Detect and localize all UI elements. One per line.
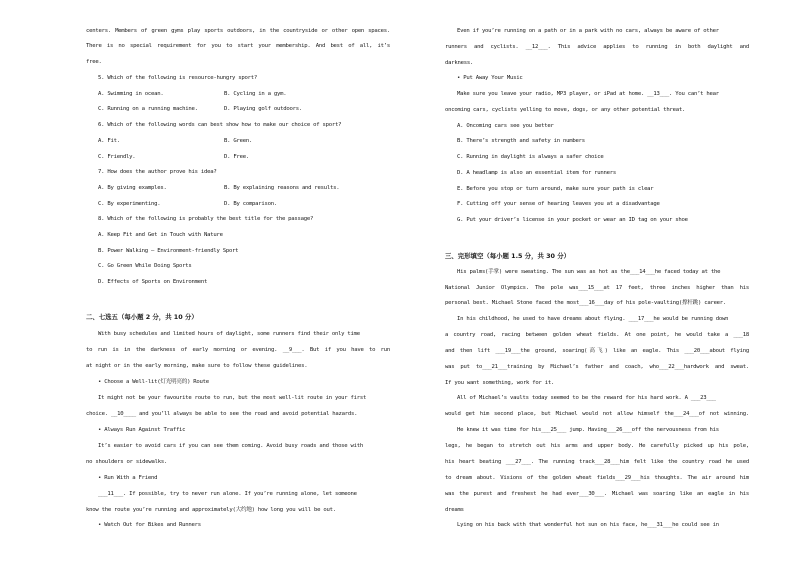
passage-line: There is no special requirement for you to start your membership. And best of all, it’s <box>86 43 390 49</box>
option-b: B. There’s strength and safety in numbers <box>457 138 585 144</box>
passage-line: With busy schedules and limited hours of daylight, some runners find their only time <box>98 331 360 337</box>
passage-line: to run is in the darkness of early morning or evening. __9___. But if you have to run <box>86 347 390 353</box>
passage-line: It might not be your favourite route to run, but the most well-lit route in your first <box>98 395 367 401</box>
cloze-line: His palms(手掌) were sweating. The sun was as hot as the___14___he faced today at the <box>457 269 721 275</box>
q7-option-a: A. By giving examples. <box>98 185 167 191</box>
cloze-line: and then lift ___19___the ground, soaring(高飞) like an eagle. This ___20___about flying <box>445 348 749 354</box>
q7-option-d: D. By comparison. <box>224 201 278 207</box>
option-g: G. Put your driver’s license in your pocket or wear an ID tag on your shoe <box>457 217 688 223</box>
cloze-line: a country road, racing between golden wheat fields. At one point, he would take a ___18 <box>445 332 749 338</box>
q8-option-d: D. Effects of Sports on Environment <box>98 279 208 285</box>
cloze-line: Lying on his back with that wonderful hot sun on his face, he___31___he could see in <box>457 522 719 528</box>
cloze-line: National Junior Olympics. The pole was___15___at 17 feet, three inches higher than his <box>445 285 749 291</box>
passage-line: ___11___. If possible, try to never run alone. If you’re running alone, let someone <box>98 491 357 497</box>
passage-line: Make sure you leave your radio, MP3 player, or iPad at home. __13___. You can’t hear <box>457 91 719 97</box>
cloze-line: personal best. Michael Stone faced the most___16___day of his pole-vaulting(撑杆跳) career. <box>445 300 727 306</box>
guideline-heading: • Always Run Against Traffic <box>98 427 186 433</box>
cloze-line: was put to___21___training by Michael’s father and coach, who___22___hardwork and sweat. <box>445 364 749 370</box>
cloze-line: dreams <box>445 507 464 513</box>
cloze-line: All of Michael’s vaults today seemed to be the reward for his hard work. A ___23___ <box>457 395 716 401</box>
passage-line: know the route you’re running and approximately(大约地) how long you will be out. <box>86 507 336 513</box>
guideline-heading: • Choose a Well-lit(灯光明亮的) Route <box>98 379 209 385</box>
guideline-heading: • Run With a Friend <box>98 475 158 481</box>
q7-option-c: C. By experimenting. <box>98 201 161 207</box>
q8-option-a: A. Keep Fit and Get in Touch with Nature <box>98 232 223 238</box>
option-c: C. Running in daylight is always a safer choice <box>457 154 604 160</box>
cloze-line: his heart beating ___27___. The running track___28___him felt like the country road he used <box>445 459 749 465</box>
q6-option-a: A. Fit. <box>98 138 120 144</box>
option-a: A. Oncoming cars see you better <box>457 123 554 129</box>
passage-line: darkness. <box>445 60 474 66</box>
question-8-stem: 8. Which of the following is probably the best title for the passage? <box>98 216 314 222</box>
cloze-line: If you want something, work for it. <box>445 380 555 386</box>
passage-line: runners and cyclists. __12___. This advice applies to running in both daylight and <box>445 44 749 50</box>
cloze-line: He knew it was time for his___25___ jump. Having___26___off the nervousness from his <box>457 427 719 433</box>
passage-line: oncoming cars, cyclists yelling to move, dogs, or any other potential threat. <box>445 107 686 113</box>
guideline-heading: • Watch Out for Bikes and Runners <box>98 522 201 528</box>
q6-option-d: D. Free. <box>224 154 249 160</box>
cloze-line: In his childhood, he used to have dreams about flying. ___17___he would be running down <box>457 316 729 322</box>
passage-line: no shoulders or sidewalks. <box>86 459 168 465</box>
passage-line: free. <box>86 59 102 65</box>
passage-line: at night or in the early morning, make sure to follow these guidelines. <box>86 363 308 369</box>
q5-option-b: B. Cycling in a gym. <box>224 91 287 97</box>
question-7-stem: 7. How does the author prove his idea? <box>98 169 217 175</box>
cloze-line: to dream about. Visions of the golden wheat fields___29___his thoughts. The air around him <box>445 475 749 481</box>
q6-option-c: C. Friendly. <box>98 154 136 160</box>
cloze-line: was the purest and freshest he had ever___30___. Michael was soaring like an eagle in his <box>445 491 749 497</box>
section-heading-seven-choose-five: 二、七选五（每小题 2 分，共 10 分） <box>86 313 198 321</box>
q5-option-d: D. Playing golf outdoors. <box>224 106 302 112</box>
question-6-stem: 6. Which of the following words can best show how to make our choice of sport? <box>98 122 342 128</box>
q5-option-c: C. Running on a running machine. <box>98 106 198 112</box>
q7-option-b: B. By explaining reasons and results. <box>224 185 340 191</box>
option-e: E. Before you stop or turn around, make sure your path is clear <box>457 186 654 192</box>
cloze-line: legs, he began to stretch out his arms and upper body. He carefully picked up his pole, <box>445 443 749 449</box>
q8-option-b: B. Power Walking — Environment-friendly Sport <box>98 248 239 254</box>
q6-option-b: B. Green. <box>224 138 253 144</box>
passage-line: choice. __10____ and you’ll always be able to see the road and avoid potential hazards. <box>86 411 358 417</box>
cloze-line: would get him second place, but Michael would not allow himself the___24___of not winning. <box>445 411 749 417</box>
option-f: F. Cutting off your sense of hearing leaves you at a disadvantage <box>457 201 660 207</box>
question-5-stem: 5. Which of the following is resource-hungry sport? <box>98 75 258 81</box>
passage-line: centers. Members of green gyms play sports outdoors, in the countryside or other open spaces. <box>86 28 390 34</box>
section-heading-cloze: 三、完形填空（每小题 1.5 分，共 30 分） <box>445 252 570 260</box>
passage-line: It’s easier to avoid cars if you can see them coming. Avoid busy roads and those with <box>98 443 364 449</box>
q5-option-a: A. Swimming in ocean. <box>98 91 164 97</box>
guideline-heading: • Put Away Your Music <box>457 75 523 81</box>
passage-line: Even if you’re running on a path or in a park with no cars, always be aware of other <box>457 28 719 34</box>
q8-option-c: C. Go Green While Doing Sports <box>98 263 192 269</box>
option-d: D. A headlamp is also an essential item for runners <box>457 170 617 176</box>
